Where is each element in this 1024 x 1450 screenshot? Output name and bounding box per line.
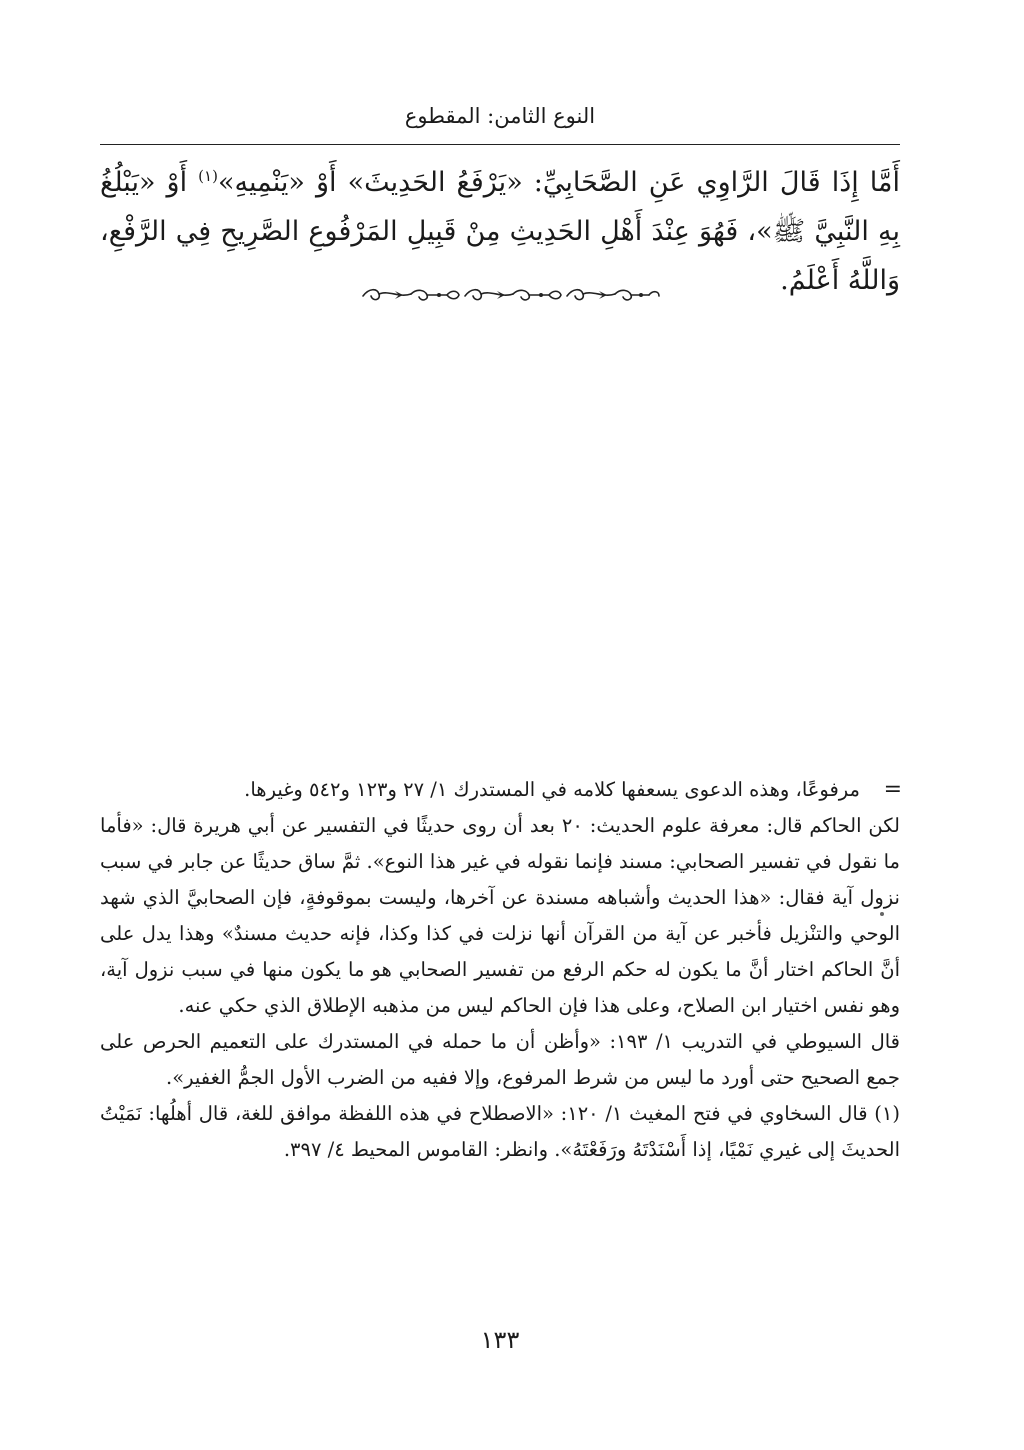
footnote-1-number: (١)	[874, 1102, 900, 1125]
page-number: ١٣٣	[480, 1326, 520, 1354]
footnote-reference[interactable]: (١)	[198, 167, 218, 185]
footnote-continuation	[100, 772, 900, 808]
main-paragraph-part2: أَوْ «يَبْلُغُ بِهِ النَّبِيَّ ﷺ»، فَهُوَ عِنْدَ أَهْلِ الحَدِيثِ مِنْ قَبِيلِ المَرْفُوعِ الصَّرِيحِ فِي الرَّفْعِ، وَاللَّهُ أَعْلَمُ.	[100, 167, 900, 296]
footnote-1-text: قال السخاوي في فتح المغيث ١/ ١٢٠: «الاصطلاح في هذه اللفظة موافق للغة، قال أهلُها: نَمَيْتُ الحديثَ إلى غيري نَمْيًا، إذا أَسْنَدْتَهُ ورَفَعْتَهُ». وانظر: القاموس المحيط ٤/ ٣٩٧.	[100, 1102, 900, 1161]
running-title: النوع الثامن: المقطوع	[404, 104, 596, 128]
main-paragraph-part1: أَمَّا إِذَا قَالَ الرَّاوِي عَنِ الصَّحَابِيِّ: «يَرْفَعُ الحَدِيثَ» أَوْ «يَنْمِيهِ»	[217, 167, 900, 198]
header-rule	[100, 144, 900, 145]
decorative-vine-ornament-icon	[355, 282, 665, 308]
footnote-continuation-text: مرفوعًا، وهذه الدعوى يسعفها كلامه في المستدرك ١/ ٢٧ و١٢٣ و٥٤٢ وغيرها.	[244, 778, 860, 801]
footnote-paragraph-hakim: لكن الحاكم قال: معرفة علوم الحديث: ٢٠ بعد أن روى حديثًا في التفسير عن أبي هريرة قال: «فأما ما نقول في تفسير الصحابي: مسند فإنما نقوله في غير هذا النوع». ثمَّ ساق حديثًا عن جابر في سبب نزول آية فقال: «هذا الحديث وأشباهه مسندة عن آخرها، وليست بموقوفةٍ، فإن الصحابيَّ الذي شهد الوحي والتنْزيل فأخبر عن آية من القرآن أنها نزلت في كذا وكذا، فإنه حديث مسندٌ» وهذا يدل على أنَّ الحاكم اختار أنَّ ما يكون له حكم الرفع من تفسير الصحابي هو ما يكون منها في سبب نزول آية، وهو نفس اختيار ابن الصلاح، وعلى هذا فإن الحاكم ليس من مذهبه الإطلاق الذي حكي عنه.	[100, 814, 900, 1017]
footnotes	[100, 772, 900, 1168]
continuation-mark: =	[883, 777, 902, 802]
margin-dot	[880, 912, 884, 916]
footnote-1	[100, 1096, 900, 1168]
footnote-paragraph-suyuti: قال السيوطي في التدريب ١/ ١٩٣: «وأظن أن ما حمله في المستدرك على التعميم الحرص على جمع الصحيح حتى أورد ما ليس من شرط المرفوع، وإلا ففيه من الضرب الأول الجمُّ الغفير».	[100, 1030, 900, 1089]
